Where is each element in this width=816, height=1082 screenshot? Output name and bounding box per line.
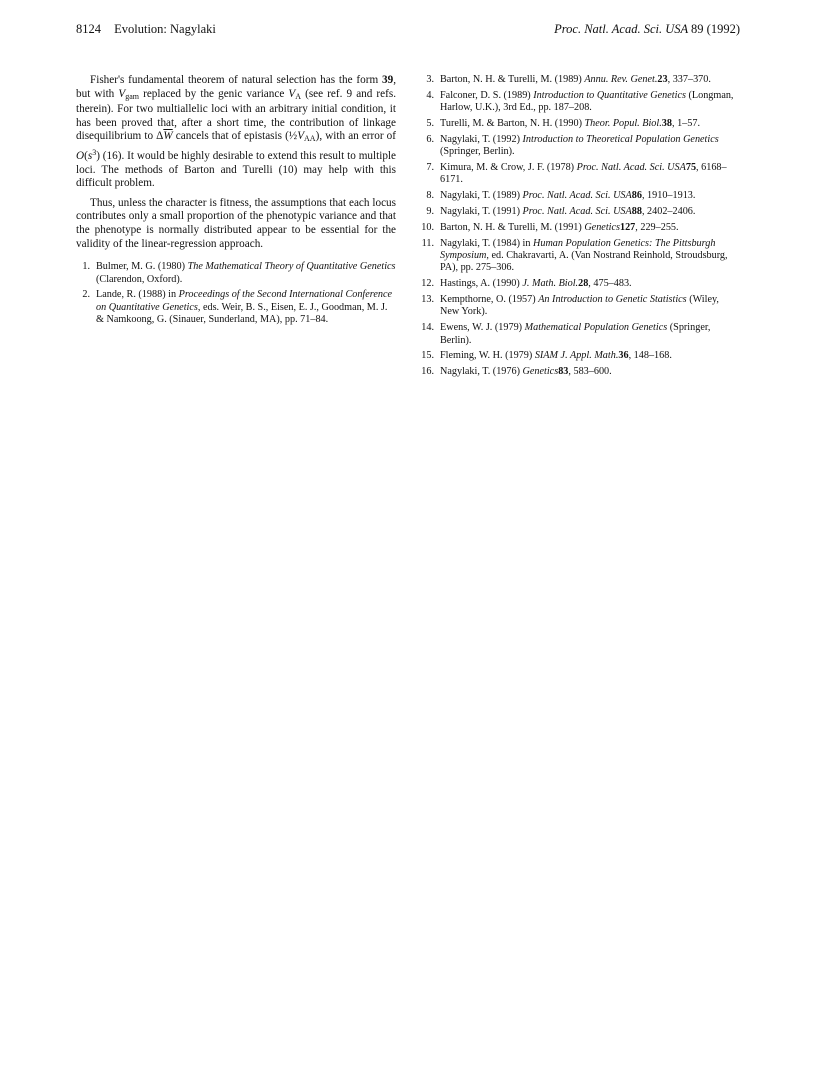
- reference-list-right: [420, 74, 740, 379]
- reference-item: 7. Kimura, M. & Crow, J. F. (1978) Proc. Natl. Acad. Sci. USA75, 6168–6171.: [426, 162, 727, 186]
- reference-item: 16. Nagylaki, T. (1976) Genetics83, 583–600.: [421, 366, 612, 378]
- reference-list-left: [76, 261, 396, 326]
- journal-name: Proc. Natl. Acad. Sci. USA: [554, 22, 688, 36]
- reference-item: 13. Kempthorne, O. (1957) An Introduction to Genetic Statistics (Wiley, New York).: [421, 294, 719, 318]
- right-column: [420, 74, 740, 382]
- paragraph-fisher-theorem: Fisher's fundamental theorem of natural selection has the form 39, but with $V_{gam}$ replaced by the genic variance $V_A$ (see ref. 9 and refs. therein). For two multiallelic loci with an arbitrary initial condition, it has been proved that, after a short time, the contribution of linkage disequilibrium to $\Delta\overline{W}$ cancels that of epistasis $(\frac{1}{2}V_{AA})$, with an error of $O(s^3)$ (16). It would be highly desirable to extend this result to multiple loci. The methods of Barton and Turelli (10) may help with this difficult problem.: [76, 74, 396, 190]
- running-header: [76, 22, 740, 38]
- reference-item: 6. Nagylaki, T. (1992) Introduction to Theoretical Population Genetics (Springer, Berlin).: [426, 133, 719, 158]
- reference-item: 1. Bulmer, M. G. (1980) The Mathematical Theory of Quantitative Genetics (Clarendon, Oxford).: [82, 261, 396, 285]
- section-title: Evolution: Nagylaki: [114, 22, 216, 36]
- paragraph-conclusion: Thus, unless the character is fitness, the assumptions that each locus contributes only a small proportion of the phenotypic variance and that the phenotype is normally distributed appear to be essential for the validity of the linear-regression approach.: [76, 196, 396, 250]
- reference-item: 15. Fleming, W. H. (1979) SIAM J. Appl. Math.36, 148–168.: [421, 350, 672, 362]
- volume-year: 89 (1992): [691, 22, 740, 36]
- reference-item: 14. Ewens, W. J. (1979) Mathematical Population Genetics (Springer, Berlin).: [421, 322, 711, 346]
- reference-item: 9. Nagylaki, T. (1991) Proc. Natl. Acad. Sci. USA88, 2402–2406.: [426, 206, 696, 217]
- reference-item: 8. Nagylaki, T. (1989) Proc. Natl. Acad. Sci. USA86, 1910–1913.: [426, 190, 696, 202]
- reference-item: 11. Nagylaki, T. (1984) in Human Population Genetics: The Pittsburgh Symposium, ed. Chakravarti, A. (Van Nostrand Reinhold, Stroudsburg, PA), pp. 275–306.: [421, 237, 728, 274]
- left-column: [76, 74, 396, 330]
- reference-item: 12. Hastings, A. (1990) J. Math. Biol.28, 475–483.: [421, 278, 632, 290]
- reference-item: 4. Falconer, D. S. (1989) Introduction to Quantitative Genetics (Longman, Harlow, U.K.), 3rd Ed., pp. 187–208.: [426, 89, 734, 114]
- reference-item: 5. Turelli, M. & Barton, N. H. (1990) Theor. Popul. Biol.38, 1–57.: [426, 118, 700, 129]
- reference-item: 3. Barton, N. H. & Turelli, M. (1989) Annu. Rev. Genet.23, 337–370.: [426, 74, 711, 85]
- header-right: [554, 22, 740, 37]
- page-number: 8124: [76, 22, 101, 36]
- reference-item: 10. Barton, N. H. & Turelli, M. (1991) Genetics127, 229–255.: [421, 221, 679, 233]
- reference-item: 2. Lande, R. (1988) in Proceedings of the Second International Conference on Quantitative Genetics, eds. Weir, B. S., Eisen, E. J., Goodman, M. J. & Namkoong, G. (Sinauer, Sunderland, MA), pp. 71–84.: [82, 289, 393, 326]
- header-left: [76, 22, 216, 37]
